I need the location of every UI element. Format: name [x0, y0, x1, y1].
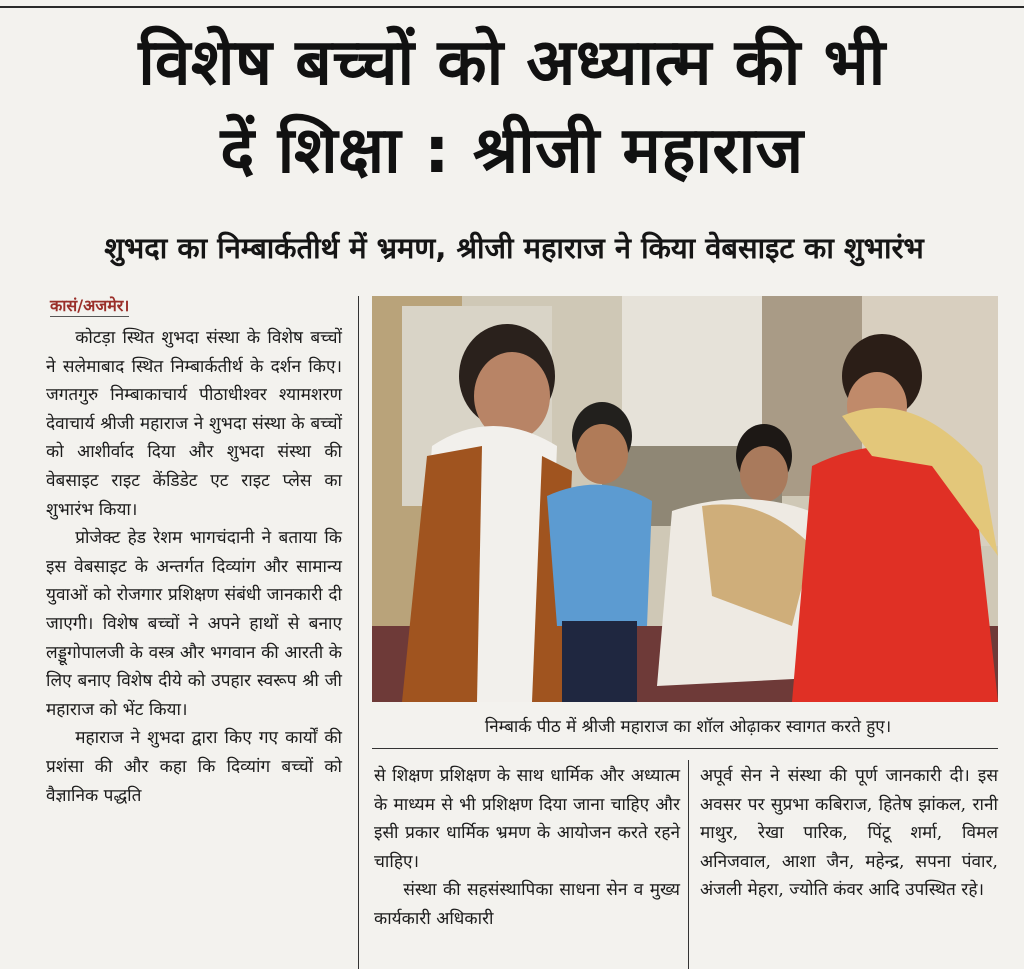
photo-illustration — [372, 296, 998, 702]
photo-caption: निम्बार्क पीठ में श्रीजी महाराज का शॉल ओढ़ाकर स्वागत करते हुए। — [484, 717, 892, 737]
article-column-1 — [46, 324, 342, 810]
article-column-3 — [700, 762, 998, 905]
article-paragraph: से शिक्षण प्रशिक्षण के साथ धार्मिक और अध्यात्म के माध्यम से भी प्रशिक्षण दिया जाना चाहिए और इसी प्रकार धार्मिक भ्रमण के आयोजन करते रहने चाहिए। — [374, 766, 680, 872]
headline-line-2: दें शिक्षा : श्रीजी महाराज — [220, 114, 804, 188]
article-paragraph: प्रोजेक्ट हेड रेशम भागचंदानी ने बताया कि इस वेबसाइट के अन्तर्गत दिव्यांग और सामान्य युवाओं को रोजगार प्रशिक्षण संबंधी जानकारी दी जाएगी। विशेष बच्चों ने अपने हाथों से बनाए लड्डूगोपालजी के वस्त्र और भगवान की आरती के लिए बनाए विशेष दीये को उपहार स्वरूप श्री जी महाराज को भेंट किया। — [46, 528, 342, 720]
headline-line-1: विशेष बच्चों को अध्यात्म की भी — [138, 26, 886, 100]
article-paragraph: महाराज ने शुभदा द्वारा किए गए कार्यों की प्रशंसा की और कहा कि दिव्यांग बच्चों को वैज्ञानिक पद्धति — [46, 728, 342, 806]
article-paragraph: अपूर्व सेन ने संस्था की पूर्ण जानकारी दी। इस अवसर पर सुप्रभा कबिराज, हितेष झांकल, रानी माथुर, रेखा पारिक, पिंटू शर्मा, विमल अनिजवाल, आशा जैन, महेन्द्र, सपना पंवार, अंजली मेहरा, ज्योति कंवर आदि उपस्थित रहे। — [700, 766, 998, 901]
article-paragraph: संस्था की सहसंस्थापिका साधना सेन व मुख्य कार्यकारी अधिकारी — [374, 880, 680, 929]
article-column-2 — [374, 762, 680, 934]
column-divider-left — [358, 296, 359, 969]
subheadline: शुभदा का निम्बार्कतीर्थ में भ्रमण, श्रीजी महाराज ने किया वेबसाइट का शुभारंभ — [104, 231, 924, 265]
top-border-rule — [0, 0, 1024, 8]
caption-rule — [372, 748, 998, 749]
news-photo — [372, 296, 998, 702]
dateline: कासं/अजमेर। — [50, 296, 130, 315]
column-divider-right — [688, 760, 689, 969]
article-paragraph: कोटड़ा स्थित शुभदा संस्था के विशेष बच्चों ने सलेमाबाद स्थित निम्बार्कतीर्थ के दर्शन किए। जगतगुरु निम्बाकाचार्य पीठाधीश्वर श्यामशरण देवाचार्य श्रीजी महाराज ने शुभदा संस्था के बच्चों को आशीर्वाद दिया और शुभदा संस्था की वेबसाइट राइट केंडिडेट एट राइट प्लेस का शुभारंभ किया। — [46, 328, 342, 520]
